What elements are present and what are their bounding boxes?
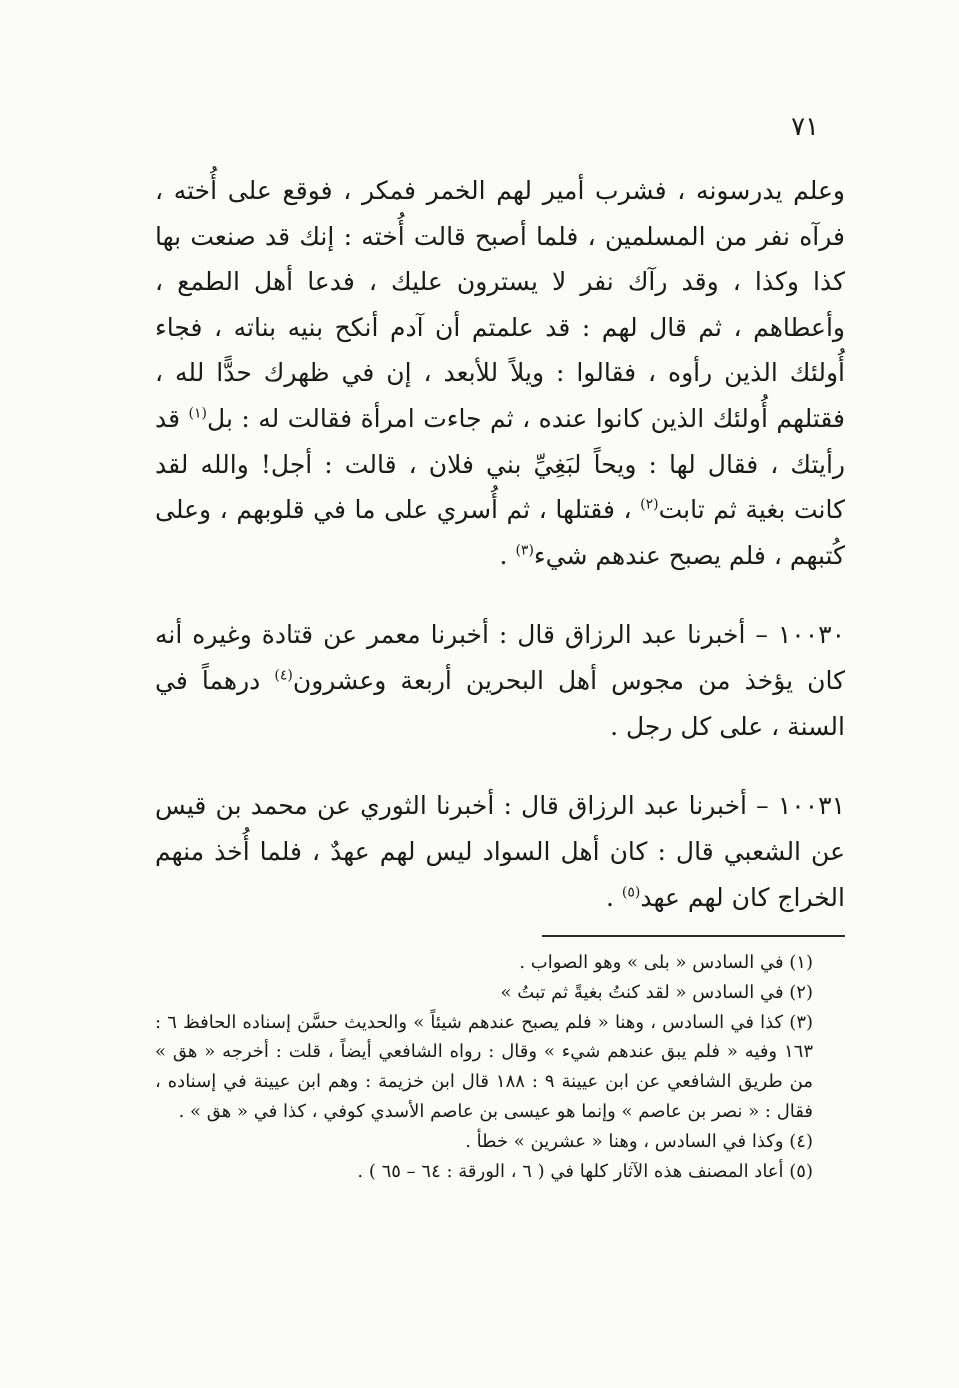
- page-number: ٧١: [791, 112, 819, 142]
- passage-text: ، فقتلها ، ثم أُسري على ما في قلوبهم ، وعلى كُتبهم ، فلم يصبح عندهم شيء: [155, 495, 845, 570]
- passage-text: قد رأيتك ، فقال لها : ويحاً لبَغِيِّ بني فلان ، قالت : أجل! والله لقد كانت بغية ثم تابت: [155, 403, 845, 525]
- footnote-divider: [542, 935, 845, 937]
- hadith-10031: [155, 783, 845, 921]
- main-text: [155, 168, 845, 921]
- footnote-ref-5: (٥): [621, 885, 641, 902]
- footnote-4: (٤) وكذا في السادس ، وهنا « عشرين » خطأ .: [465, 1130, 813, 1152]
- footnote-1: (١) في السادس « بلى » وهو الصواب .: [519, 952, 813, 973]
- hadith-text: درهماً في السنة ، على كل رجل .: [155, 666, 845, 742]
- hadith-text: ١٠٠٣١ – أخبرنا عبد الرزاق قال : أخبرنا الثوري عن محمد بن قيس عن الشعبي قال : كان أهل السواد ليس لهم عهدٌ ، فلما أُخذ منهم الخراج كان لهم عهد: [155, 791, 845, 913]
- footnote-2: (٢) في السادس « لقد كنتُ بغيةً ثم تبتُ »: [500, 981, 813, 1003]
- hadith-text: ١٠٠٣٠ – أخبرنا عبد الرزاق قال : أخبرنا معمر عن قتادة وغيره أنه كان يؤخذ من مجوس أهل البحرين أربعة وعشرون: [155, 620, 845, 696]
- passage-continuation: [155, 168, 845, 578]
- footnote-3: (٣) كذا في السادس ، وهنا « فلم يصبح عندهم شيئاً » والحديث حسَّن إسناده الحافظ ٦ : ١٦٣ وفيه « فلم يبق عندهم شيء » وقال : رواه الشافعي أيضاً ، قلت : أخرجه « هق » من طريق الشافعي عن ابن عيينة ٩ : ١٨٨ قال ابن خزيمة : وهم ابن عيينة في إسناده ، فقال : « نصر بن عاصم » وإنما هو عيسى بن عاصم الأسدي كوفي ، كذا في « هق » .: [155, 1011, 814, 1122]
- hadith-10030: [155, 612, 845, 750]
- passage-text: .: [499, 540, 516, 570]
- footnote-ref-4: (٤): [274, 668, 293, 685]
- paragraph-gap: [155, 578, 845, 612]
- footnote-5: (٥) أعاد المصنف هذه الآثار كلها في ( ٦ ، الورقة : ٦٤ – ٦٥ ) .: [357, 1160, 813, 1182]
- footnote-ref-3: (٣): [515, 542, 534, 559]
- footnote-ref-2: (٢): [640, 496, 659, 513]
- hadith-text: .: [605, 883, 622, 913]
- footnote-ref-1: (١): [188, 405, 208, 422]
- paragraph-gap: [155, 750, 845, 783]
- passage-text: وعلم يدرسونه ، فشرب أمير لهم الخمر فمكر ، فوقع على أُخته ، فرآه نفر من المسلمين ، فلما أصبح قالت أُخته : إنك قد صنعت بها كذا وكذا ، وقد رآك نفر لا يسترون عليك ، فدعا أهل الطمع ، وأعطاهم ، ثم قال لهم : قد علمتم أن آدم أنكح بنيه بناته ، فجاء أُولئك الذين رأوه ، فقالوا : ويلاً للأبعد ، إن في ظهرك حدًّا لله ، فقتلهم أُولئك الذين كانوا عنده ، ثم جاءت امرأة فقالت له : بل: [155, 176, 845, 433]
- footnotes: [155, 948, 845, 1186]
